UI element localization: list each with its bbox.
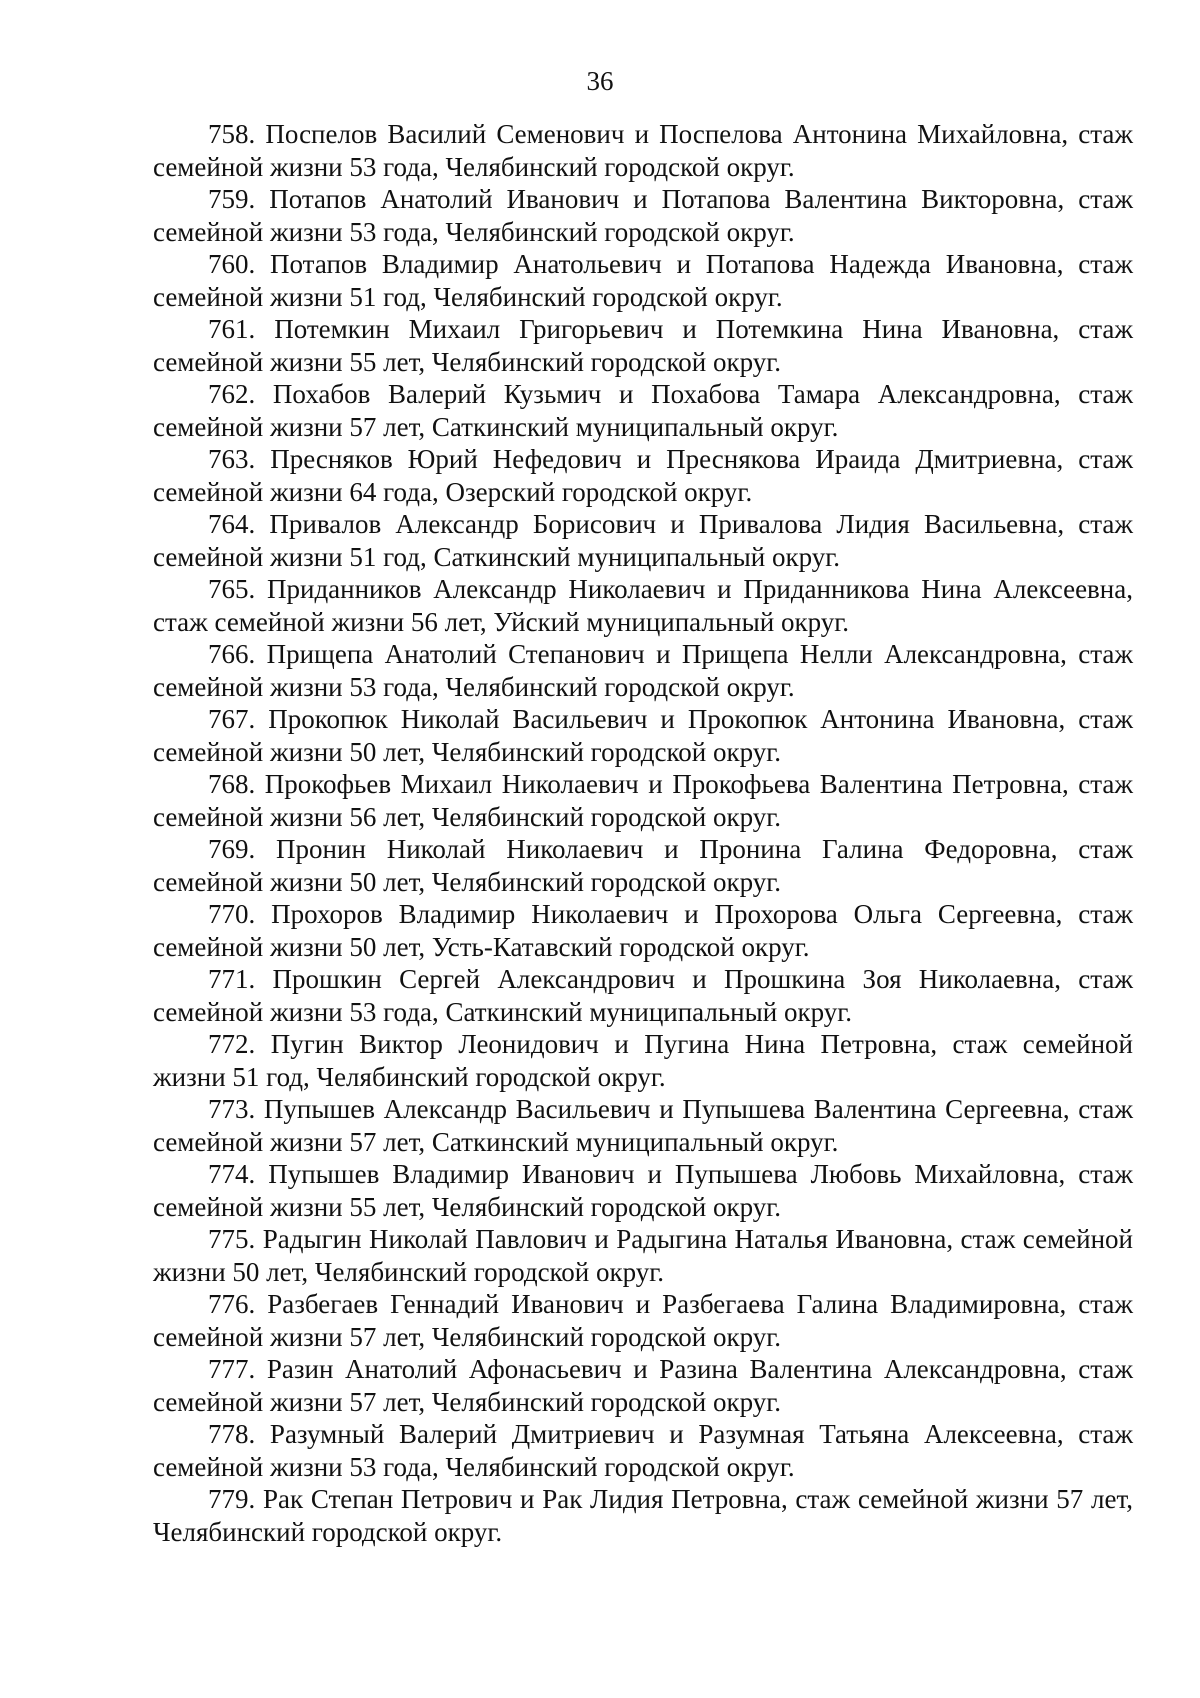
- list-item: 775. Радыгин Николай Павлович и Радыгина Наталья Ивановна, стаж семейной жизни 50 лет, Челябинский городской округ.: [153, 1224, 1133, 1287]
- page-number: 36: [586, 66, 614, 96]
- list-item: 761. Потемкин Михаил Григорьевич и Потемкина Нина Ивановна, стаж семейной жизни 55 лет, Челябинский городской округ.: [153, 314, 1133, 377]
- list-item: 772. Пугин Виктор Леонидович и Пугина Нина Петровна, стаж семейной жизни 51 год, Челябинский городской округ.: [153, 1029, 1133, 1092]
- list-item: 779. Рак Степан Петрович и Рак Лидия Петровна, стаж семейной жизни 57 лет, Челябинский городской округ.: [153, 1484, 1133, 1547]
- list-item: 769. Пронин Николай Николаевич и Пронина Галина Федоровна, стаж семейной жизни 50 лет, Челябинский городской округ.: [153, 834, 1133, 897]
- list-item: 774. Пупышев Владимир Иванович и Пупышева Любовь Михайловна, стаж семейной жизни 55 лет, Челябинский городской округ.: [153, 1159, 1133, 1222]
- list-item: 765. Приданников Александр Николаевич и Приданникова Нина Алексеевна, стаж семейной жизни 56 лет, Уйский муниципальный округ.: [153, 574, 1133, 637]
- list-item: 763. Пресняков Юрий Нефедович и Преснякова Ираида Дмитриевна, стаж семейной жизни 64 года, Озерский городской округ.: [153, 444, 1133, 507]
- list-item: 758. Поспелов Василий Семенович и Поспелова Антонина Михайловна, стаж семейной жизни 53 года, Челябинский городской округ.: [153, 119, 1133, 182]
- list-item: 768. Прокофьев Михаил Николаевич и Прокофьева Валентина Петровна, стаж семейной жизни 56 лет, Челябинский городской округ.: [153, 769, 1133, 832]
- list-item: 770. Прохоров Владимир Николаевич и Прохорова Ольга Сергеевна, стаж семейной жизни 50 лет, Усть-Катавский городской округ.: [153, 899, 1133, 962]
- list-item: 762. Похабов Валерий Кузьмич и Похабова Тамара Александровна, стаж семейной жизни 57 лет, Саткинский муниципальный округ.: [153, 379, 1133, 442]
- list-item: 776. Разбегаев Геннадий Иванович и Разбегаева Галина Владимировна, стаж семейной жизни 57 лет, Челябинский городской округ.: [153, 1289, 1133, 1352]
- list-item: 771. Прошкин Сергей Александрович и Прошкина Зоя Николаевна, стаж семейной жизни 53 года, Саткинский муниципальный округ.: [153, 964, 1133, 1027]
- entry-list: [153, 118, 1133, 1548]
- list-item: 760. Потапов Владимир Анатольевич и Потапова Надежда Ивановна, стаж семейной жизни 51 год, Челябинский городской округ.: [153, 249, 1133, 312]
- list-item: 777. Разин Анатолий Афонасьевич и Разина Валентина Александровна, стаж семейной жизни 57 лет, Челябинский городской округ.: [153, 1354, 1133, 1417]
- list-item: 764. Привалов Александр Борисович и Привалова Лидия Васильевна, стаж семейной жизни 51 год, Саткинский муниципальный округ.: [153, 509, 1133, 572]
- list-item: 759. Потапов Анатолий Иванович и Потапова Валентина Викторовна, стаж семейной жизни 53 года, Челябинский городской округ.: [153, 184, 1133, 247]
- list-item: 766. Прищепа Анатолий Степанович и Прищепа Нелли Александровна, стаж семейной жизни 53 года, Челябинский городской округ.: [153, 639, 1133, 702]
- list-item: 767. Прокопюк Николай Васильевич и Прокопюк Антонина Ивановна, стаж семейной жизни 50 лет, Челябинский городской округ.: [153, 704, 1133, 767]
- list-item: 773. Пупышев Александр Васильевич и Пупышева Валентина Сергеевна, стаж семейной жизни 57 лет, Саткинский муниципальный округ.: [153, 1094, 1133, 1157]
- list-item: 778. Разумный Валерий Дмитриевич и Разумная Татьяна Алексеевна, стаж семейной жизни 53 года, Челябинский городской округ.: [153, 1419, 1133, 1482]
